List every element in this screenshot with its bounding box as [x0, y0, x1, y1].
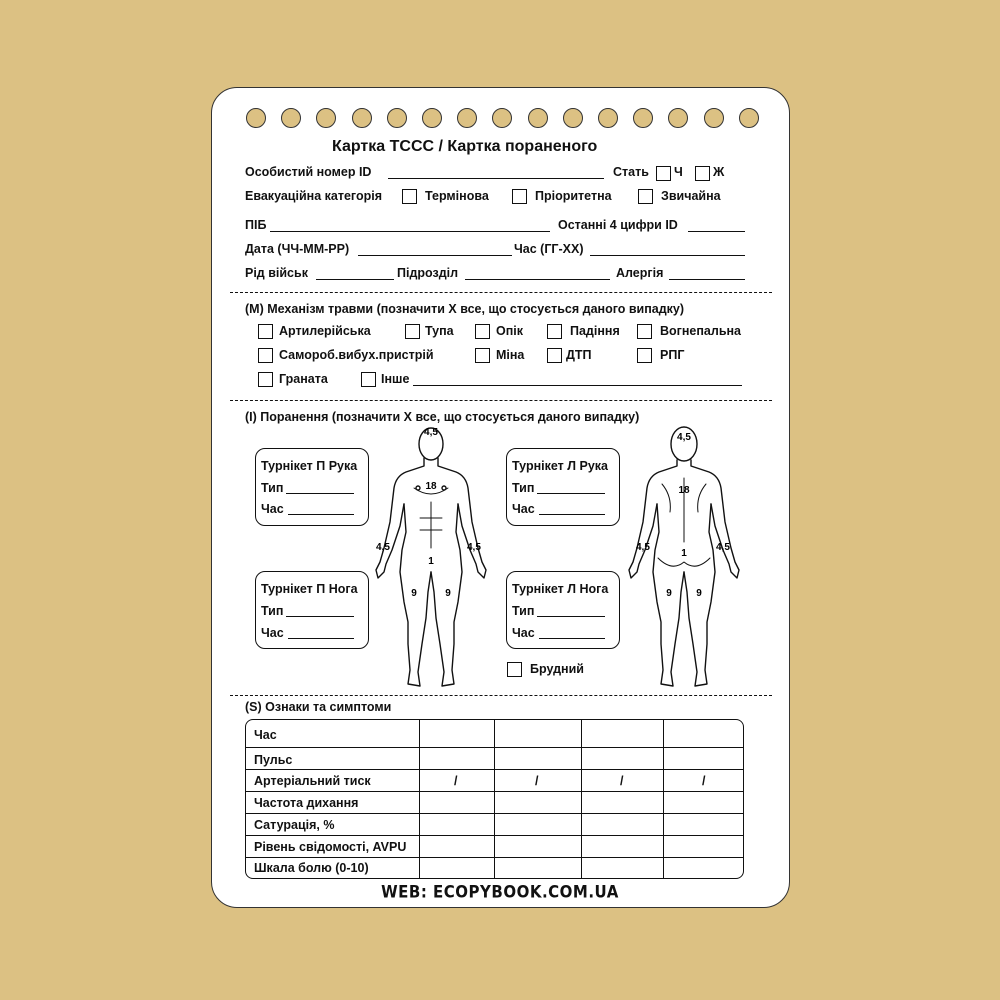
- mech-grenade-checkbox[interactable]: [258, 372, 273, 387]
- branch-label: Рід військ: [245, 266, 308, 280]
- date-label: Дата (ЧЧ-ММ-РР): [245, 242, 350, 256]
- evac-category-label: Евакуаційна категорія: [245, 189, 382, 203]
- binding-hole: [387, 108, 407, 128]
- mechanism-heading: (M) Механізм травми (позначити X все, що стосується даного випадку): [245, 302, 685, 316]
- bp-separator: /: [454, 774, 458, 788]
- vitals-row-label: Рівень свідомості, AVPU: [254, 840, 407, 854]
- pct-right-leg-front: 9: [411, 588, 417, 599]
- mech-gsw-checkbox[interactable]: [637, 324, 652, 339]
- mech-artillery-label: Артилерійська: [279, 324, 371, 338]
- tq-type-label: Тип: [261, 604, 284, 618]
- vitals-row-label: Шкала болю (0-10): [254, 861, 369, 875]
- section-divider: [230, 400, 772, 401]
- tq-type-label: Тип: [512, 481, 535, 495]
- evac-priority-checkbox[interactable]: [512, 189, 527, 204]
- tq-right-leg-type-field[interactable]: [286, 616, 354, 617]
- allergy-field[interactable]: [669, 279, 745, 280]
- pct-torso-back: 18: [678, 485, 690, 496]
- evac-routine-checkbox[interactable]: [638, 189, 653, 204]
- personal-id-field[interactable]: [388, 178, 604, 179]
- bp-separator: /: [535, 774, 539, 788]
- mech-rpg-checkbox[interactable]: [637, 348, 652, 363]
- dirty-checkbox[interactable]: [507, 662, 522, 677]
- body-back-diagram[interactable]: [622, 422, 747, 692]
- mech-mvc-checkbox[interactable]: [547, 348, 562, 363]
- pct-left-arm-back: 4,5: [716, 542, 730, 553]
- mech-landmine-checkbox[interactable]: [475, 348, 490, 363]
- page-title: Картка TCCC / Картка пораненого: [332, 138, 598, 155]
- pct-left-arm-front: 4,5: [467, 542, 481, 553]
- binding-hole: [246, 108, 266, 128]
- tq-left-arm-title: Турнікет Л Рука: [512, 459, 608, 473]
- pct-left-leg-front: 9: [445, 588, 451, 599]
- section-divider: [230, 292, 772, 293]
- binding-hole: [598, 108, 618, 128]
- name-field[interactable]: [270, 231, 550, 232]
- unit-label: Підрозділ: [397, 266, 459, 280]
- vitals-row-label: Сатурація, %: [254, 818, 335, 832]
- mech-landmine-label: Міна: [496, 348, 525, 362]
- footer-website: WEB: ECOPYBOOK.COM.UA: [381, 882, 619, 902]
- mech-ied-label: Самороб.вибух.пристрій: [279, 348, 434, 362]
- time-label: Час (ГГ-ХХ): [514, 242, 584, 256]
- tq-left-leg-title: Турнікет Л Нога: [512, 582, 609, 596]
- pct-head-back: 4,5: [677, 432, 691, 443]
- mech-mvc-label: ДТП: [566, 348, 592, 362]
- binding-hole: [352, 108, 372, 128]
- pct-right-arm-front: 4,5: [376, 542, 390, 553]
- tq-right-leg-title: Турнікет П Нога: [261, 582, 358, 596]
- injury-heading: (I) Поранення (позначити X все, що стосується даного випадку): [245, 410, 640, 424]
- mech-gsw-label: Вогнепальна: [660, 324, 741, 338]
- mech-burn-checkbox[interactable]: [475, 324, 490, 339]
- tq-left-leg-time-field[interactable]: [539, 638, 605, 639]
- tq-right-leg-time-field[interactable]: [288, 638, 354, 639]
- binding-hole: [528, 108, 548, 128]
- binding-hole: [739, 108, 759, 128]
- mech-blunt-label: Тупа: [425, 324, 454, 338]
- personal-id-label: Особистий номер ID: [245, 165, 372, 179]
- mech-blunt-checkbox[interactable]: [405, 324, 420, 339]
- pct-torso-front: 18: [425, 481, 437, 492]
- tq-left-arm-type-field[interactable]: [537, 493, 605, 494]
- vitals-row-label: Пульс: [254, 753, 293, 767]
- mech-fall-label: Падіння: [570, 324, 620, 338]
- binding-hole: [422, 108, 442, 128]
- pct-groin-front: 1: [428, 556, 434, 567]
- mech-other-checkbox[interactable]: [361, 372, 376, 387]
- pct-right-arm-back: 4,5: [636, 542, 650, 553]
- sex-label: Стать: [613, 165, 649, 179]
- signs-heading: (S) Ознаки та симптоми: [245, 700, 392, 714]
- sex-female-label: Ж: [713, 165, 725, 179]
- pct-groin-back: 1: [681, 548, 687, 559]
- mech-fall-checkbox[interactable]: [547, 324, 562, 339]
- evac-priority-label: Пріоритетна: [535, 189, 612, 203]
- mech-grenade-label: Граната: [279, 372, 328, 386]
- pct-head-front: 4,5: [424, 427, 438, 438]
- tq-left-arm-time-field[interactable]: [539, 514, 605, 515]
- tq-type-label: Тип: [261, 481, 284, 495]
- vitals-row-label: Частота дихання: [254, 796, 359, 810]
- sex-female-checkbox[interactable]: [695, 166, 710, 181]
- vitals-table: [245, 719, 744, 879]
- tq-right-arm-time-field[interactable]: [288, 514, 354, 515]
- mech-ied-checkbox[interactable]: [258, 348, 273, 363]
- allergy-label: Алергія: [616, 266, 664, 280]
- time-field[interactable]: [590, 255, 745, 256]
- tq-time-label: Час: [512, 626, 535, 640]
- mech-burn-label: Опік: [496, 324, 524, 338]
- mech-artillery-checkbox[interactable]: [258, 324, 273, 339]
- tq-right-arm-title: Турнікет П Рука: [261, 459, 358, 473]
- evac-urgent-label: Термінова: [425, 189, 489, 203]
- mech-other-field[interactable]: [413, 385, 742, 386]
- binding-hole: [563, 108, 583, 128]
- binding-hole: [704, 108, 724, 128]
- sex-male-checkbox[interactable]: [656, 166, 671, 181]
- tq-time-label: Час: [512, 502, 535, 516]
- tq-type-label: Тип: [512, 604, 535, 618]
- unit-field[interactable]: [465, 279, 610, 280]
- sex-male-label: Ч: [674, 165, 683, 179]
- tq-right-arm-type-field[interactable]: [286, 493, 354, 494]
- last4-field[interactable]: [688, 231, 745, 232]
- pct-left-leg-back: 9: [696, 588, 702, 599]
- evac-routine-label: Звичайна: [661, 189, 721, 203]
- mech-rpg-label: РПГ: [660, 348, 685, 362]
- evac-urgent-checkbox[interactable]: [402, 189, 417, 204]
- name-label: ПІБ: [245, 218, 267, 232]
- mech-other-label: Інше: [381, 372, 410, 386]
- vitals-row-label: Час: [254, 728, 277, 742]
- tq-time-label: Час: [261, 502, 284, 516]
- dirty-label: Брудний: [530, 662, 584, 676]
- branch-field[interactable]: [316, 279, 394, 280]
- pct-right-leg-back: 9: [666, 588, 672, 599]
- tq-left-leg-type-field[interactable]: [537, 616, 605, 617]
- body-front-diagram[interactable]: [370, 422, 495, 692]
- section-divider: [230, 695, 772, 696]
- last4-label: Останні 4 цифри ID: [558, 218, 678, 232]
- tq-time-label: Час: [261, 626, 284, 640]
- bp-separator: /: [702, 774, 706, 788]
- vitals-row-label: Артеріальний тиск: [254, 774, 371, 788]
- bp-separator: /: [620, 774, 624, 788]
- date-field[interactable]: [358, 255, 512, 256]
